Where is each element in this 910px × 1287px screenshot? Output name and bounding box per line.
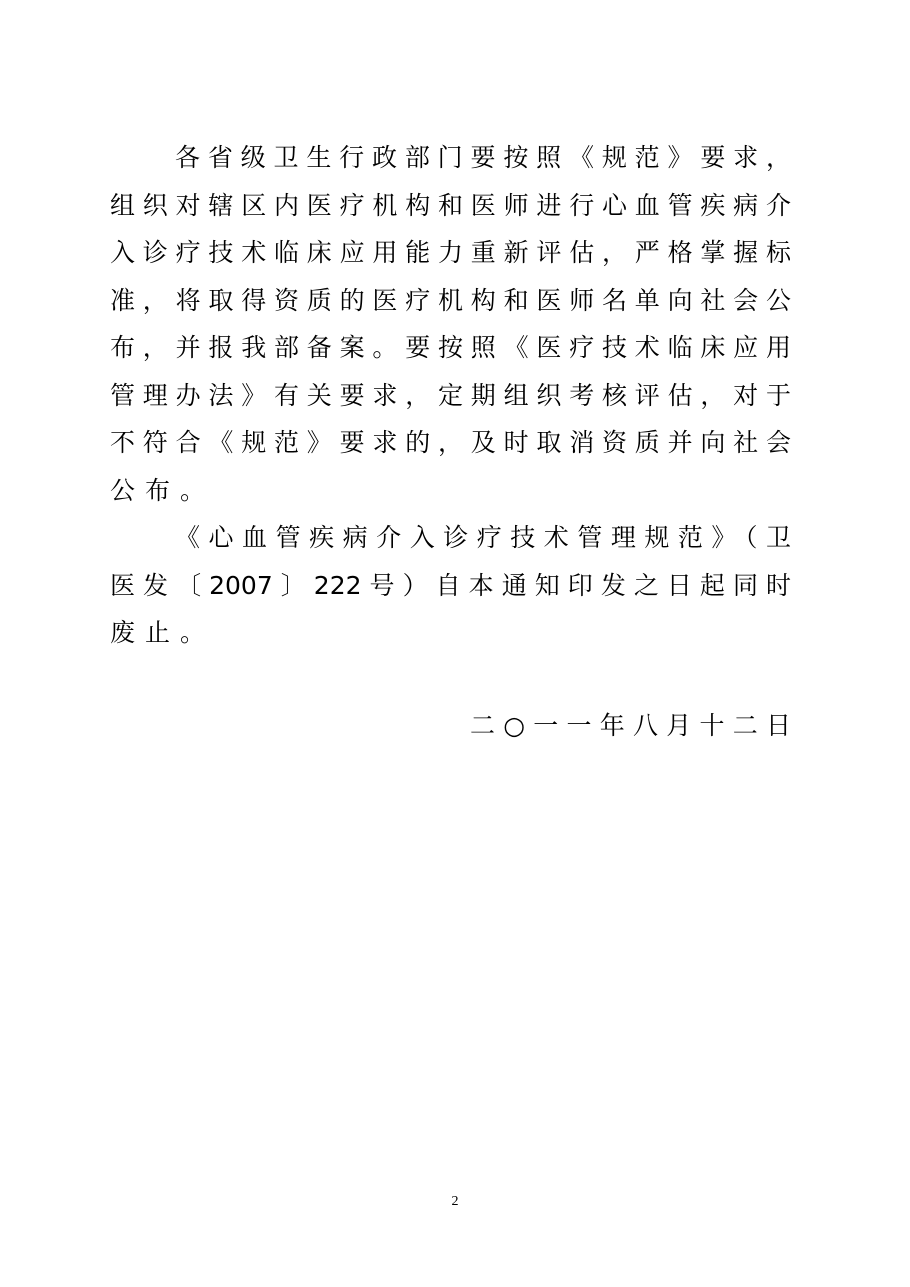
text-line: 不符合《规范》要求的，及时取消资质并向社会 bbox=[110, 428, 791, 457]
text-line: 入诊疗技术临床应用能力重新评估，严格掌握标 bbox=[110, 238, 791, 267]
text-line: 各省级卫生行政部门要按照《规范》要求， bbox=[175, 143, 791, 172]
text-line: 组织对辖区内医疗机构和医师进行心血管疾病介 bbox=[110, 191, 791, 220]
document-date: 二○一一年八月十二日 bbox=[470, 711, 791, 740]
text-line: 管理办法》有关要求，定期组织考核评估，对于 bbox=[110, 381, 791, 410]
text-line: 医发〔2007〕222号）自本通知印发之日起同时 bbox=[110, 571, 791, 600]
page-number: 2 bbox=[451, 1194, 459, 1209]
text-line: 布，并报我部备案。要按照《医疗技术临床应用 bbox=[110, 333, 791, 362]
text-line: 公布。 bbox=[110, 476, 216, 505]
text-line: 准，将取得资质的医疗机构和医师名单向社会公 bbox=[110, 286, 791, 315]
text-line: 《心血管疾病介入诊疗技术管理规范》（卫 bbox=[175, 523, 791, 552]
text-line: 废止。 bbox=[110, 618, 216, 647]
